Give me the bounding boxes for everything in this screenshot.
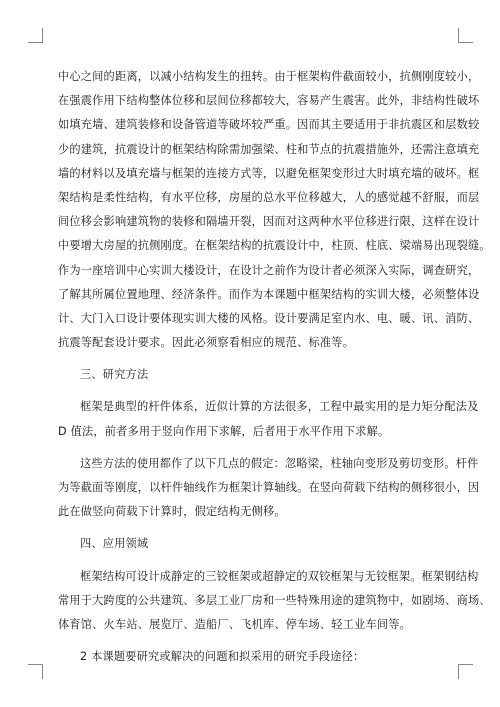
text-line: 这些方法的使用都作了以下几点的假定：忽略梁，柱轴向变形及剪切变形。杆件	[80, 456, 479, 470]
text-line: 此在做竖向荷载下计算时，假定结构无侧移。	[58, 505, 286, 519]
text-line: 了解其所属位置地理、经济条件。而作为本课题中框架结构的实训大楼，必须整体设	[58, 287, 480, 301]
section-heading: 四、应用领域	[80, 537, 149, 551]
text-line: 少的建筑，抗震设计的框架结构除需加强梁、柱和节点的抗震措施外，还需注意填充	[58, 142, 480, 156]
text-line: 间位移会影响建筑物的装修和隔墙开裂，因而对这两种水平位移进行限，这样在设计	[58, 215, 480, 229]
crop-mark-bottom-left	[28, 664, 43, 679]
text-line: 计、大门入口设计要体现实训大楼的风格。设计要满足室内水、电、暖、讯、消防、	[58, 311, 480, 325]
text-line: 框架结构可设计成静定的三铰框架或超静定的双铰框架与无铰框架。框架钢结构	[80, 569, 479, 583]
text-line: 体育馆、火车站、展览厅、造船厂、飞机库、停车场、轻工业车间等。	[58, 617, 412, 631]
text-line: 框架是典型的杆件体系，近似计算的方法很多，工程中最实用的是力矩分配法及	[80, 400, 479, 414]
text-line: 常用于大跨度的公共建筑、多层工业厂房和一些特殊用途的建筑物中，如剧场、商场、	[58, 593, 491, 607]
section-heading: 三、研究方法	[80, 368, 149, 382]
document-body	[58, 65, 491, 669]
crop-mark-bottom-right	[458, 664, 473, 679]
text-line: 墙的材料以及填充墙与框架的连接方式等，以避免框架变形过大时填充墙的破坏。框	[58, 166, 480, 180]
text-line: D 值法，前者多用于竖向作用下求解，后者用于水平作用下求解。	[58, 424, 390, 438]
text-line: 抗震等配套设计要求。因此必须察看相应的规范、标准等。	[58, 336, 355, 350]
text-line: 为等截面等刚度，以杆件轴线作为框架计算轴线。在竖向荷载下结构的侧移很小，因	[58, 481, 480, 494]
crop-mark-top-right	[458, 28, 473, 43]
text-line: 中心之间的距离，以减小结构发生的扭转。由于框架构件截面较小，抗侧刚度较小，	[58, 70, 480, 83]
crop-mark-top-left	[28, 28, 43, 43]
text-line: 架结构是柔性结构，有水平位移，房屋的总水平位移越大，人的感觉越不舒服，而层	[58, 190, 480, 204]
text-line: 如填充墙、建筑装修和设备管道等破坏较严重。因而其主要适用于非抗震区和层数较	[58, 118, 480, 132]
text-line: 作为一座培训中心实训大楼设计，在设计之前作为设计者必须深入实际，调查研究，	[58, 263, 480, 277]
section-heading: 2 本课题要研究或解决的问题和拟采用的研究手段途径：	[80, 650, 365, 664]
text-line: 中要增大房屋的抗侧刚度。在框架结构的抗震设计中，柱顶、柱底、梁端易出现裂缝。	[58, 239, 491, 253]
text-line: 在强震作用下结构整体位移和层间位移都较大，容易产生震害。此外，非结构性破坏	[58, 94, 480, 108]
